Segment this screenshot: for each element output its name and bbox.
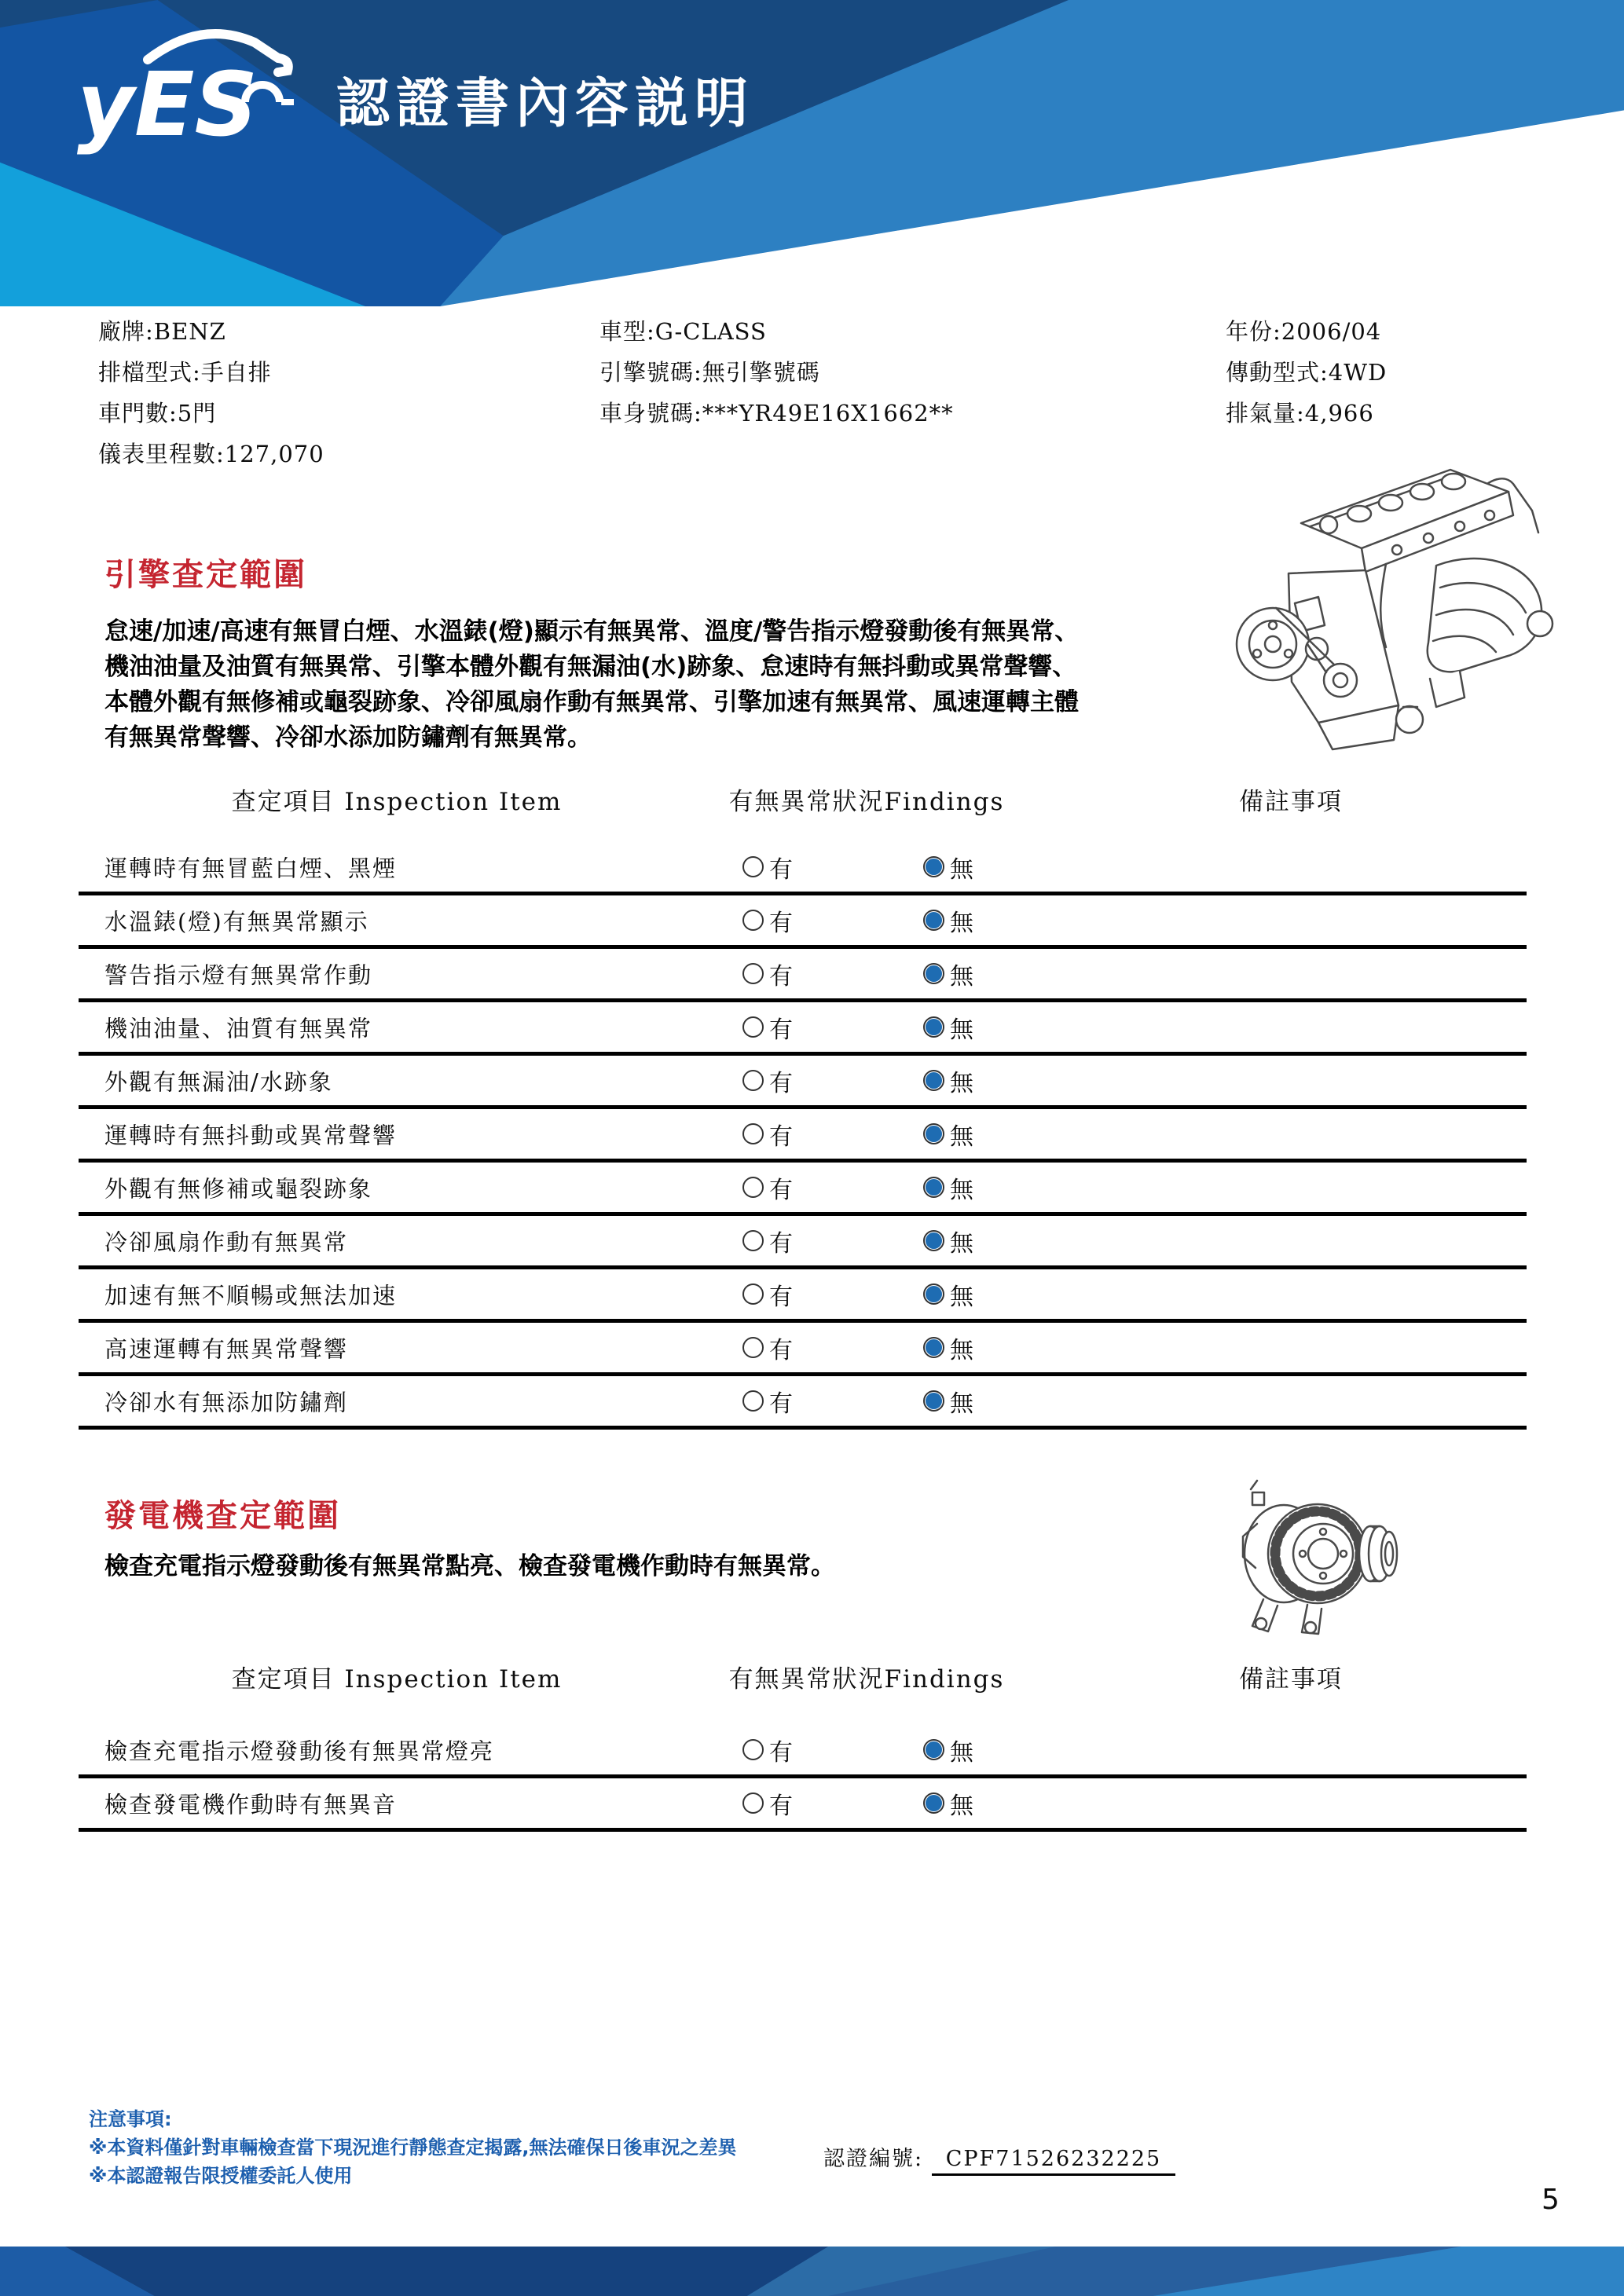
radio-no[interactable]	[923, 1283, 944, 1305]
table-row	[79, 1725, 1527, 1778]
inspection-item-label: 冷卻水有無添加防鏽劑	[104, 1389, 349, 1415]
finding-no-option	[923, 957, 973, 991]
table-row	[79, 1002, 1527, 1056]
radio-yes-label: 有	[769, 962, 793, 991]
finding-yes-option	[742, 1170, 793, 1205]
table-row	[79, 1323, 1527, 1376]
table-row	[79, 1269, 1527, 1323]
table-row	[79, 1778, 1527, 1832]
finding-yes-option	[742, 1224, 793, 1258]
inspection-item-label: 檢查發電機作動時有無異音	[104, 1791, 398, 1818]
radio-no-label: 無	[950, 1792, 973, 1820]
description-line: 機油油量及油質有無異常、引擎本體外觀有無漏油(水)跡象、怠速時有無抖動或異常聲響、	[104, 653, 1077, 681]
finding-no-option	[923, 903, 973, 938]
finding-no-option	[923, 1064, 973, 1098]
radio-no-label: 無	[950, 1336, 973, 1364]
radio-yes-label: 有	[769, 1016, 793, 1044]
radio-no[interactable]	[923, 856, 944, 877]
finding-no-option	[923, 1117, 973, 1152]
radio-yes[interactable]	[742, 1177, 764, 1198]
inspection-item-label: 檢查充電指示燈發動後有無異常燈亮	[104, 1738, 495, 1764]
vehicle-info-item: 傳動型式:4WD	[1226, 359, 1388, 386]
engine-table-header-item: 查定項目 Inspection Item	[231, 788, 563, 816]
finding-no-option	[923, 850, 973, 884]
certificate-number-label: 認證編號:	[823, 2147, 924, 2171]
radio-no-label: 無	[950, 1390, 973, 1418]
finding-no-option	[923, 1384, 973, 1419]
vehicle-info-item: 廠牌:BENZ	[98, 318, 226, 345]
radio-no-label: 無	[950, 1069, 973, 1097]
radio-no[interactable]	[923, 1337, 944, 1358]
radio-yes[interactable]	[742, 856, 764, 877]
footer-bar	[0, 2247, 1624, 2296]
radio-yes[interactable]	[742, 1070, 764, 1091]
generator-table-header-findings: 有無異常狀況Findings	[728, 1665, 1005, 1694]
radio-no-label: 無	[950, 855, 973, 884]
note-line: ※本認證報告限授權委託人使用	[89, 2165, 353, 2187]
table-row	[79, 842, 1527, 895]
alternator-illustration	[1219, 1475, 1416, 1644]
finding-no-option	[923, 1331, 973, 1365]
radio-no-label: 無	[950, 1176, 973, 1204]
radio-no[interactable]	[923, 1792, 944, 1814]
engine-section-description	[104, 614, 1079, 756]
finding-yes-option	[742, 1384, 793, 1419]
radio-yes-label: 有	[769, 1738, 793, 1767]
table-row	[79, 895, 1527, 949]
radio-no[interactable]	[923, 1230, 944, 1251]
vehicle-info-item: 年份:2006/04	[1226, 318, 1382, 345]
radio-no[interactable]	[923, 910, 944, 931]
vehicle-info-item: 引擎號碼:無引擎號碼	[599, 359, 820, 386]
inspection-item-label: 冷卻風扇作動有無異常	[104, 1229, 349, 1255]
vehicle-info-item: 車門數:5門	[98, 400, 217, 427]
vehicle-info-item: 排氣量:4,966	[1226, 400, 1374, 427]
inspection-item-label: 運轉時有無抖動或異常聲響	[104, 1122, 398, 1148]
finding-yes-option	[742, 1117, 793, 1152]
inspection-item-label: 機油油量、油質有無異常	[104, 1015, 373, 1042]
vehicle-info-column-1	[98, 311, 324, 474]
generator-table-header-remarks: 備註事項	[1239, 1665, 1343, 1694]
radio-yes-label: 有	[769, 1122, 793, 1151]
inspection-item-label: 外觀有無漏油/水跡象	[104, 1068, 333, 1095]
finding-no-option	[923, 1786, 973, 1821]
radio-yes-label: 有	[769, 1069, 793, 1097]
radio-yes[interactable]	[742, 1016, 764, 1038]
vehicle-info-column-3	[1226, 311, 1387, 434]
radio-yes-label: 有	[769, 1336, 793, 1364]
radio-no[interactable]	[923, 1016, 944, 1038]
inspection-item-label: 外觀有無修補或龜裂跡象	[104, 1175, 373, 1202]
table-row	[79, 1056, 1527, 1109]
finding-no-option	[923, 1277, 973, 1312]
radio-yes-label: 有	[769, 855, 793, 884]
notes-title: 注意事項:	[89, 2108, 172, 2130]
radio-yes-label: 有	[769, 1792, 793, 1820]
finding-no-option	[923, 1010, 973, 1045]
finding-yes-option	[742, 850, 793, 884]
radio-no-label: 無	[950, 1122, 973, 1151]
generator-table-header-item: 查定項目 Inspection Item	[231, 1665, 563, 1694]
description-line: 有無異常聲響、冷卻水添加防鏽劑有無異常。	[104, 723, 592, 752]
radio-yes[interactable]	[742, 963, 764, 984]
table-row	[79, 1109, 1527, 1163]
vehicle-info-column-2	[599, 311, 954, 434]
engine-inspection-table	[79, 842, 1527, 1430]
radio-no-label: 無	[950, 1016, 973, 1044]
radio-yes-label: 有	[769, 1283, 793, 1311]
inspection-item-label: 水溫錶(燈)有無異常顯示	[104, 908, 369, 935]
description-line: 本體外觀有無修補或龜裂跡象、冷卻風扇作動有無異常、引擎加速有無異常、風速運轉主體	[104, 688, 1079, 716]
radio-yes[interactable]	[742, 1123, 764, 1144]
yes-car-logo-icon	[75, 27, 327, 168]
certificate-number-row	[823, 2141, 1175, 2172]
radio-no[interactable]	[923, 1739, 944, 1760]
inspection-item-label: 運轉時有無冒藍白煙、黑煙	[104, 855, 398, 881]
radio-no-label: 無	[950, 962, 973, 991]
inspection-item-label: 加速有無不順暢或無法加速	[104, 1282, 398, 1309]
vehicle-info-item: 車身號碼:***YR49E16X1662**	[599, 400, 954, 427]
engine-table-header-remarks: 備註事項	[1239, 788, 1343, 816]
finding-no-option	[923, 1224, 973, 1258]
generator-inspection-table	[79, 1725, 1527, 1832]
logo-text: yES	[77, 54, 258, 156]
finding-yes-option	[742, 1010, 793, 1045]
header-banner	[0, 0, 1624, 306]
radio-no-label: 無	[950, 1283, 973, 1311]
vehicle-info-item: 儀表里程數:127,070	[98, 441, 324, 467]
note-line: ※本資料僅針對車輛檢查當下現況進行靜態查定揭露,無法確保日後車況之差異	[89, 2137, 737, 2159]
finding-yes-option	[742, 1331, 793, 1365]
radio-yes-label: 有	[769, 909, 793, 937]
finding-yes-option	[742, 1277, 793, 1312]
radio-yes-label: 有	[769, 1229, 793, 1258]
generator-section-title: 發電機查定範圍	[104, 1498, 341, 1534]
engine-illustration	[1201, 446, 1562, 756]
inspection-item-label: 高速運轉有無異常聲響	[104, 1335, 349, 1362]
radio-no[interactable]	[923, 1123, 944, 1144]
inspection-item-label: 警告指示燈有無異常作動	[104, 961, 373, 988]
description-line: 怠速/加速/高速有無冒白煙、水溫錶(燈)顯示有無異常、溫度/警告指示燈發動後有無異常、	[104, 617, 1080, 646]
engine-section-title: 引擎查定範圍	[104, 557, 307, 593]
radio-no-label: 無	[950, 1229, 973, 1258]
radio-yes-label: 有	[769, 1390, 793, 1418]
radio-no[interactable]	[923, 1177, 944, 1198]
description-line: 檢查充電指示燈發動後有無異常點亮、檢查發電機作動時有無異常。	[104, 1552, 835, 1580]
radio-yes[interactable]	[742, 1390, 764, 1412]
vehicle-info-item: 車型:G-CLASS	[599, 318, 767, 345]
finding-yes-option	[742, 957, 793, 991]
finding-no-option	[923, 1170, 973, 1205]
table-row	[79, 1216, 1527, 1269]
radio-no-label: 無	[950, 909, 973, 937]
certificate-number-value: CPF71526232225	[932, 2147, 1176, 2176]
page-number: 5	[1542, 2184, 1560, 2216]
table-row	[79, 1376, 1527, 1430]
finding-yes-option	[742, 1064, 793, 1098]
generator-section-description	[104, 1549, 835, 1584]
radio-yes[interactable]	[742, 1792, 764, 1814]
radio-no[interactable]	[923, 963, 944, 984]
finding-yes-option	[742, 1786, 793, 1821]
radio-yes[interactable]	[742, 1283, 764, 1305]
page-title: 認證書內容説明	[336, 73, 755, 135]
radio-yes[interactable]	[742, 1739, 764, 1760]
finding-yes-option	[742, 1733, 793, 1767]
vehicle-info-item: 排檔型式:手自排	[98, 359, 272, 386]
radio-yes[interactable]	[742, 1230, 764, 1251]
finding-yes-option	[742, 903, 793, 938]
radio-no-label: 無	[950, 1738, 973, 1767]
table-row	[79, 1163, 1527, 1216]
radio-yes-label: 有	[769, 1176, 793, 1204]
finding-no-option	[923, 1733, 973, 1767]
radio-no[interactable]	[923, 1070, 944, 1091]
radio-yes[interactable]	[742, 910, 764, 931]
radio-yes[interactable]	[742, 1337, 764, 1358]
engine-table-header-findings: 有無異常狀況Findings	[728, 788, 1005, 816]
radio-no[interactable]	[923, 1390, 944, 1412]
footer-notes	[89, 2105, 736, 2190]
table-row	[79, 949, 1527, 1002]
